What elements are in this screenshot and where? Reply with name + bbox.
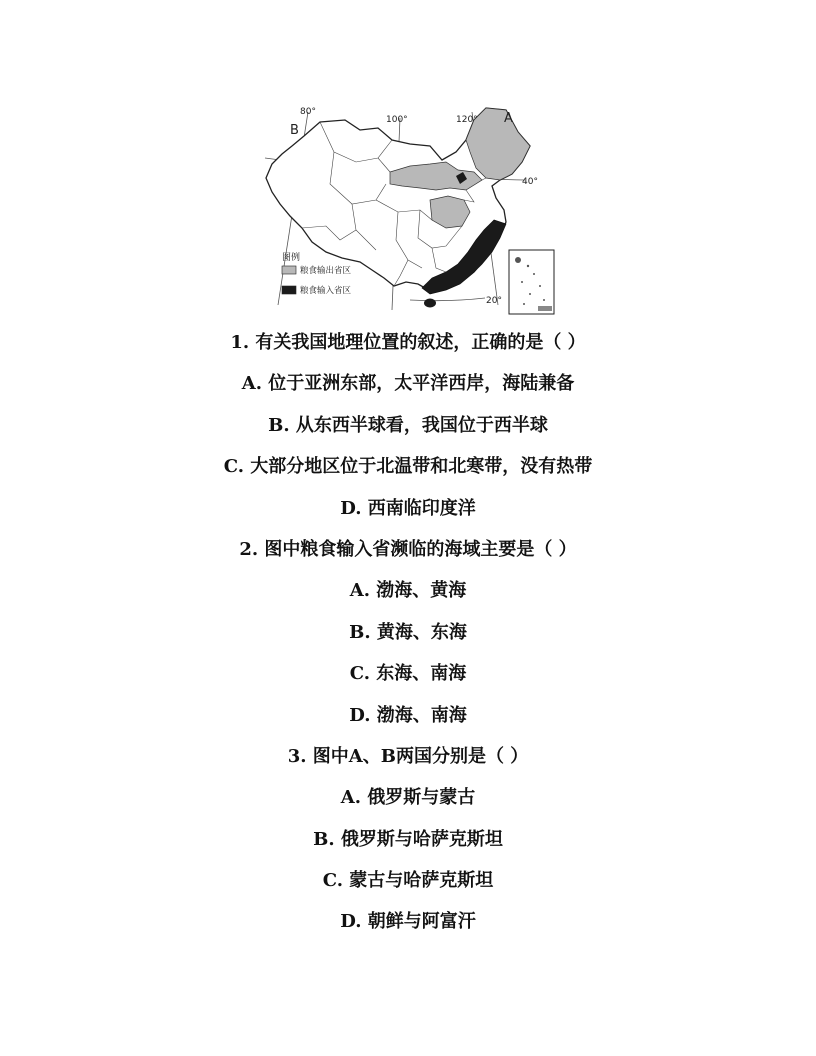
question-3-option-a: A. 俄罗斯与蒙古 — [340, 787, 476, 809]
legend-export-swatch — [282, 266, 296, 274]
inset-caption-block — [538, 306, 552, 311]
question-1-option-a: A. 位于亚洲东部，太平洋西岸，海陆兼备 — [241, 373, 575, 395]
question-3-stem: 3. 图中A、B两国分别是（ ） — [287, 745, 529, 767]
country-b-label: B — [290, 123, 299, 138]
question-2-option-d: D. 渤海、南海 — [349, 704, 467, 726]
question-2-stem: 2. 图中粮食输入省濒临的海域主要是（ ） — [239, 538, 577, 560]
question-2-option-a: A. 渤海、黄海 — [349, 580, 467, 602]
latitude-20-label: 20° — [486, 296, 502, 306]
question-2-option-c: C. 东海、南海 — [349, 663, 467, 685]
legend-import-swatch — [282, 286, 296, 294]
question-list — [0, 331, 816, 952]
legend-export-label: 粮食输出省区 — [300, 266, 352, 276]
question-1-option-b: B. 从东西半球看，我国位于西半球 — [268, 414, 548, 436]
question-1-option-d: D. 西南临印度洋 — [340, 497, 476, 519]
question-1-option-c: C. 大部分地区位于北温带和北寒带，没有热带 — [223, 456, 593, 478]
longitude-80-label: 80° — [300, 107, 316, 117]
question-3-option-b: B. 俄罗斯与哈萨克斯坦 — [313, 828, 503, 850]
longitude-120-label: 120° — [456, 115, 478, 125]
latitude-40-label: 40° — [522, 177, 538, 187]
hainan-import-region — [424, 299, 436, 308]
question-3-option-d: D. 朝鲜与阿富汗 — [340, 911, 476, 933]
legend-title: 图例 — [282, 253, 301, 263]
legend-import-label: 粮食输入省区 — [300, 286, 352, 296]
question-2-option-b: B. 黄海、东海 — [349, 621, 467, 643]
china-grain-map — [260, 100, 560, 318]
country-a-label: A — [504, 111, 513, 126]
longitude-100-label: 100° — [386, 115, 408, 125]
question-3-option-c: C. 蒙古与哈萨克斯坦 — [322, 870, 494, 892]
parallel-20-line — [410, 298, 485, 301]
china-grain-map-figure — [260, 100, 560, 318]
question-1-stem: 1. 有关我国地理位置的叙述，正确的是（ ） — [230, 332, 586, 353]
